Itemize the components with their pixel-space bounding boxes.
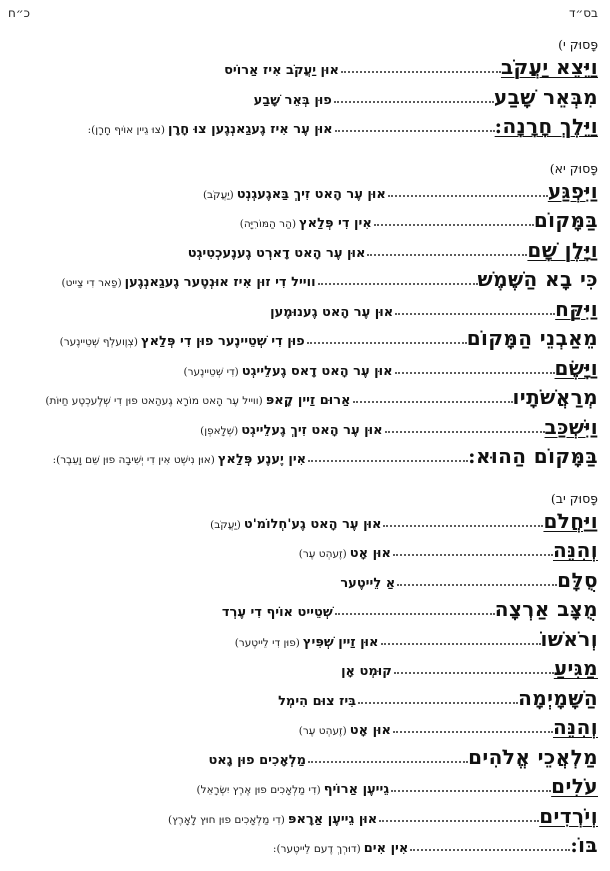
translation-text: פוּן דִי שְׁטֵיינֶער פוּן דִי פְּלַאץ	[141, 334, 305, 349]
table-row	[8, 774, 598, 804]
table-row	[8, 208, 598, 238]
table-row	[8, 627, 598, 657]
lemma-text: מַגִּיעַ	[553, 656, 598, 680]
leader-dots	[388, 195, 548, 197]
chapter-label: כ״ח	[8, 6, 30, 20]
lemma-text: וַיַּחֲלֹם	[543, 508, 598, 533]
translation-text: אוּן עֶר הָאט גֶענוּמֶען	[270, 304, 394, 320]
translation-text: אִין דִי פְּלַאץ	[299, 216, 372, 231]
lemma-text: וְהִנֵּה	[552, 715, 598, 739]
translation-text: אוּן אָט	[349, 723, 391, 738]
section-1	[8, 37, 598, 144]
table-row	[8, 686, 598, 716]
table-row	[8, 326, 598, 356]
leader-dots	[358, 702, 518, 704]
lemma-text: וְיֹרְדִים	[539, 803, 598, 828]
leader-dots	[318, 283, 478, 285]
lemma-text: עֹלִים	[551, 774, 598, 798]
translation-note: (יַעֲקֹב)	[210, 518, 241, 531]
translation-note: (זֶעהְט עֶר)	[298, 548, 347, 560]
leader-dots	[334, 101, 494, 103]
table-row	[8, 715, 598, 745]
leader-dots	[379, 820, 539, 822]
table-row	[8, 745, 598, 775]
translation-text: מַלְאָכִים פוּן גָאט	[208, 752, 307, 768]
leader-dots	[367, 254, 527, 256]
table-row	[8, 179, 598, 209]
leader-dots	[381, 643, 541, 645]
translation-text: אוּן עֶר הָאט דָארְט גֶענֶעכְטִיגְט	[187, 245, 366, 261]
leader-dots	[391, 790, 551, 792]
translation-text: אוּן יַעֲקֹב אִיז אַרוֹיס	[224, 63, 339, 78]
translation-text: ווייל דִי זוּן אִיז אוּנְטֶער גֶעגַאנְגֶען	[124, 275, 316, 290]
leader-dots	[393, 731, 553, 733]
lemma-text: מַלְאֲכֵי אֱלֹהִים	[468, 744, 598, 769]
lemma-text: וַיֵּצֵא יַעֲקֹב	[500, 55, 598, 79]
section-title: פָּסוּק י)	[558, 37, 598, 52]
translation-note: (זֶעהְט עֶר)	[298, 725, 347, 737]
translation-note: (הַר הַמּוֹרִיָּה)	[239, 218, 297, 230]
lemma-text: מְרַאֲשֹׁתָיו	[512, 385, 598, 409]
section-3	[8, 491, 598, 863]
translation-text: אַ לֵייטֶער	[340, 575, 396, 591]
translation-note: (שְׁלָאפְן)	[200, 424, 239, 437]
lemma-text: וַיָּלֶן שָׁם	[527, 237, 598, 262]
translation-text: שְׁטֵייט אוֹיף דִי עֶרְד	[221, 605, 333, 620]
table-row	[8, 415, 598, 445]
lemma-text: הַשָּׁמָיְמָה	[518, 685, 598, 710]
table-row	[8, 538, 598, 568]
translation-note: (יַעֲקֹב)	[202, 188, 234, 201]
section-title: פָּסוּק יא)	[549, 160, 598, 176]
translation-text: אוּן אָט	[349, 546, 391, 561]
table-row	[8, 568, 598, 598]
leader-dots	[341, 71, 501, 73]
section-title: פָּסוּק יב)	[550, 490, 598, 506]
translation-text: אוּן עֶר אִיז גֶעגַאנְגֶען צוּ חָרָן	[167, 122, 333, 137]
leader-dots	[395, 372, 555, 374]
lemma-text: וְהִנֵּה	[552, 538, 598, 562]
lemma-text: סֻלָּם	[557, 567, 598, 592]
table-row	[8, 267, 598, 297]
lemma-text: מִבְּאֵר שָׁבַע	[493, 84, 598, 109]
leader-dots	[308, 761, 468, 763]
translation-text: אִין יֶענֶע פְּלַאץ	[217, 452, 307, 467]
translation-note: (דִי מַלְאָכִים פוּן חוּץ לָאָרֶץ)	[168, 813, 285, 826]
section-2	[8, 161, 598, 474]
table-row	[8, 444, 598, 474]
table-row	[8, 114, 598, 144]
lemma-text: בַּמָּקוֹם הַהוּא:	[468, 444, 598, 468]
leader-dots	[335, 130, 495, 132]
translation-text: בִּיז צוּם הִימְל	[278, 693, 357, 709]
table-row	[8, 656, 598, 686]
leader-dots	[397, 584, 557, 586]
translation-note: (פַאר דִי צַייט)	[61, 277, 122, 289]
table-row	[8, 297, 598, 327]
leader-dots	[374, 224, 534, 226]
leader-dots	[335, 613, 495, 615]
lemma-text: וַיִּפְגַּע	[547, 178, 598, 203]
lemma-text: וַיִּשְׁכַּב	[544, 414, 598, 439]
translation-note: (ווייל עֶר הָאט מוֹרָא גֶעהַאט פוּן דִי שְׁלֶעכְטֶע חַיּוֹת)	[45, 395, 263, 407]
lemma-text: וַיָּשֶׂם	[554, 355, 598, 380]
translation-text: אוּן זַיין שְׁפִּיץ	[302, 634, 379, 650]
translation-note: (צְוֶועלְף שְׁטֵיינֶער)	[59, 336, 138, 348]
leader-dots	[353, 401, 513, 403]
translation-note: (דִי מַלְאָכִים פוּן אֶרֶץ יִשְׂרָאֵל)	[196, 784, 321, 796]
bsd-label: בס״ד	[568, 6, 598, 20]
translation-note: (דוּרְךְ דֶעם לֵייטֶער):	[272, 843, 361, 855]
translation-text: אַרוּם זַיין קָאפּ	[265, 393, 351, 408]
translation-text: אוּן עֶר הָאט דָאס גֶעלֵייגְט	[241, 363, 393, 379]
table-row	[8, 55, 598, 85]
lemma-text: בּוֹ:	[570, 833, 598, 857]
leader-dots	[385, 431, 545, 433]
translation-text: אוּן עֶר הָאט זִיךְ בַּאגֶעגְנְט	[236, 186, 386, 202]
translation-note: (דִי שְׁטֵיינֶער)	[183, 365, 239, 378]
translation-text: אִין אִים	[363, 841, 409, 856]
leader-dots	[393, 554, 553, 556]
translation-note: (צוּ גֵיין אוֹיף חָרָן):	[87, 124, 165, 136]
lemma-text: מֻצָּב אַרְצָה	[494, 597, 598, 621]
table-row	[8, 804, 598, 834]
lemma-text: כִּי בָא הַשֶּׁמֶשׁ	[477, 267, 598, 291]
table-row	[8, 356, 598, 386]
lemma-text: וַיִּקַּח	[555, 296, 598, 321]
table-row	[8, 385, 598, 415]
leader-dots	[410, 849, 570, 851]
lemma-text: וְרֹאשׁוֹ	[540, 626, 598, 651]
leader-dots	[395, 313, 555, 315]
page-header	[8, 6, 598, 20]
translation-note: (פוּן דִי לֵייטֶער)	[234, 636, 300, 649]
leader-dots	[383, 525, 543, 527]
sections	[8, 37, 598, 863]
translation-text: קוּמְט אָן	[341, 664, 392, 679]
lemma-text: וַיֵּלֶךְ חָרָנָה:	[494, 114, 598, 138]
table-row	[8, 597, 598, 627]
table-row	[8, 509, 598, 539]
translation-note: (אוּן נִישְׁט אִין דִי יְשִׁיבָה פוּן שֵׁם וָעֵבֶר):	[52, 454, 215, 466]
lemma-text: מֵאַבְנֵי הַמָּקוֹם	[466, 326, 598, 350]
leader-dots	[307, 342, 467, 344]
leader-dots	[308, 460, 468, 462]
translation-text: אוּן עֶר הָאט זִיךְ גֶעלֵייגְט	[241, 422, 383, 438]
translation-text: פוּן בְּאֵר שָׁבַע	[253, 92, 332, 108]
translation-text: אוּן גֵייעֶן אַרָאפּ	[287, 811, 378, 827]
translation-text: אוּן עֶר הָאט גֶע'חְלוֹמ'ט	[243, 516, 382, 532]
table-row	[8, 238, 598, 268]
table-row	[8, 833, 598, 863]
table-row	[8, 85, 598, 115]
leader-dots	[394, 672, 554, 674]
translation-text: גֵייעֶן אַרוֹיף	[323, 782, 390, 797]
lemma-text: בַּמָּקוֹם	[533, 208, 598, 232]
